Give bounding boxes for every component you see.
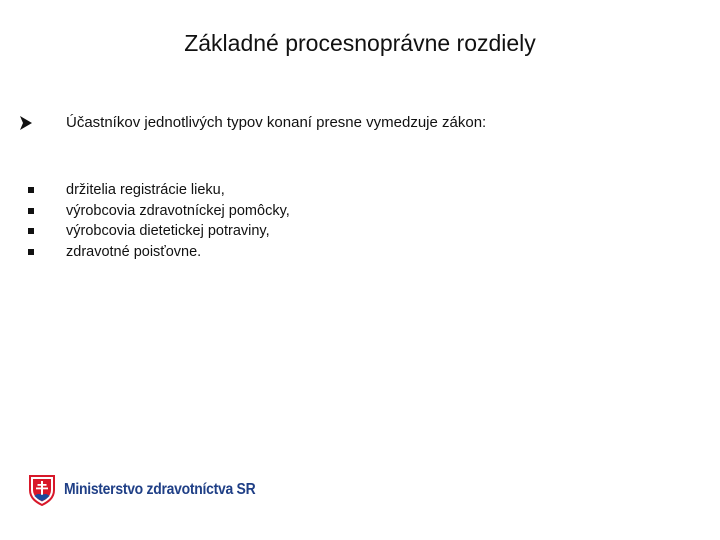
square-bullet-icon (28, 187, 34, 193)
ministry-logo (28, 474, 277, 506)
page-title: Základné procesnoprávne rozdiely (184, 30, 536, 56)
arrow-bullet-icon (18, 115, 34, 131)
list-item (28, 242, 290, 263)
list-item (28, 221, 290, 242)
list-item-text: výrobcovia zdravotníckej pomôcky, (66, 202, 290, 219)
slovak-coat-of-arms-icon (28, 474, 56, 506)
list-item (28, 201, 290, 222)
logo-text: Ministerstvo zdravotníctva SR (64, 481, 256, 498)
lead-statement (18, 113, 486, 133)
list-item (28, 180, 290, 201)
list-item-text: zdravotné poisťovne. (66, 243, 202, 260)
square-bullet-icon (28, 208, 34, 214)
square-bullet-icon (28, 249, 34, 255)
participants-list (28, 180, 290, 262)
square-bullet-icon (28, 228, 34, 234)
lead-text: Účastníkov jednotlivých typov konaní presne vymedzuje zákon: (66, 114, 487, 131)
list-item-text: výrobcovia dietetickej potraviny, (66, 223, 270, 239)
list-item-text: držitelia registrácie lieku, (66, 182, 225, 198)
